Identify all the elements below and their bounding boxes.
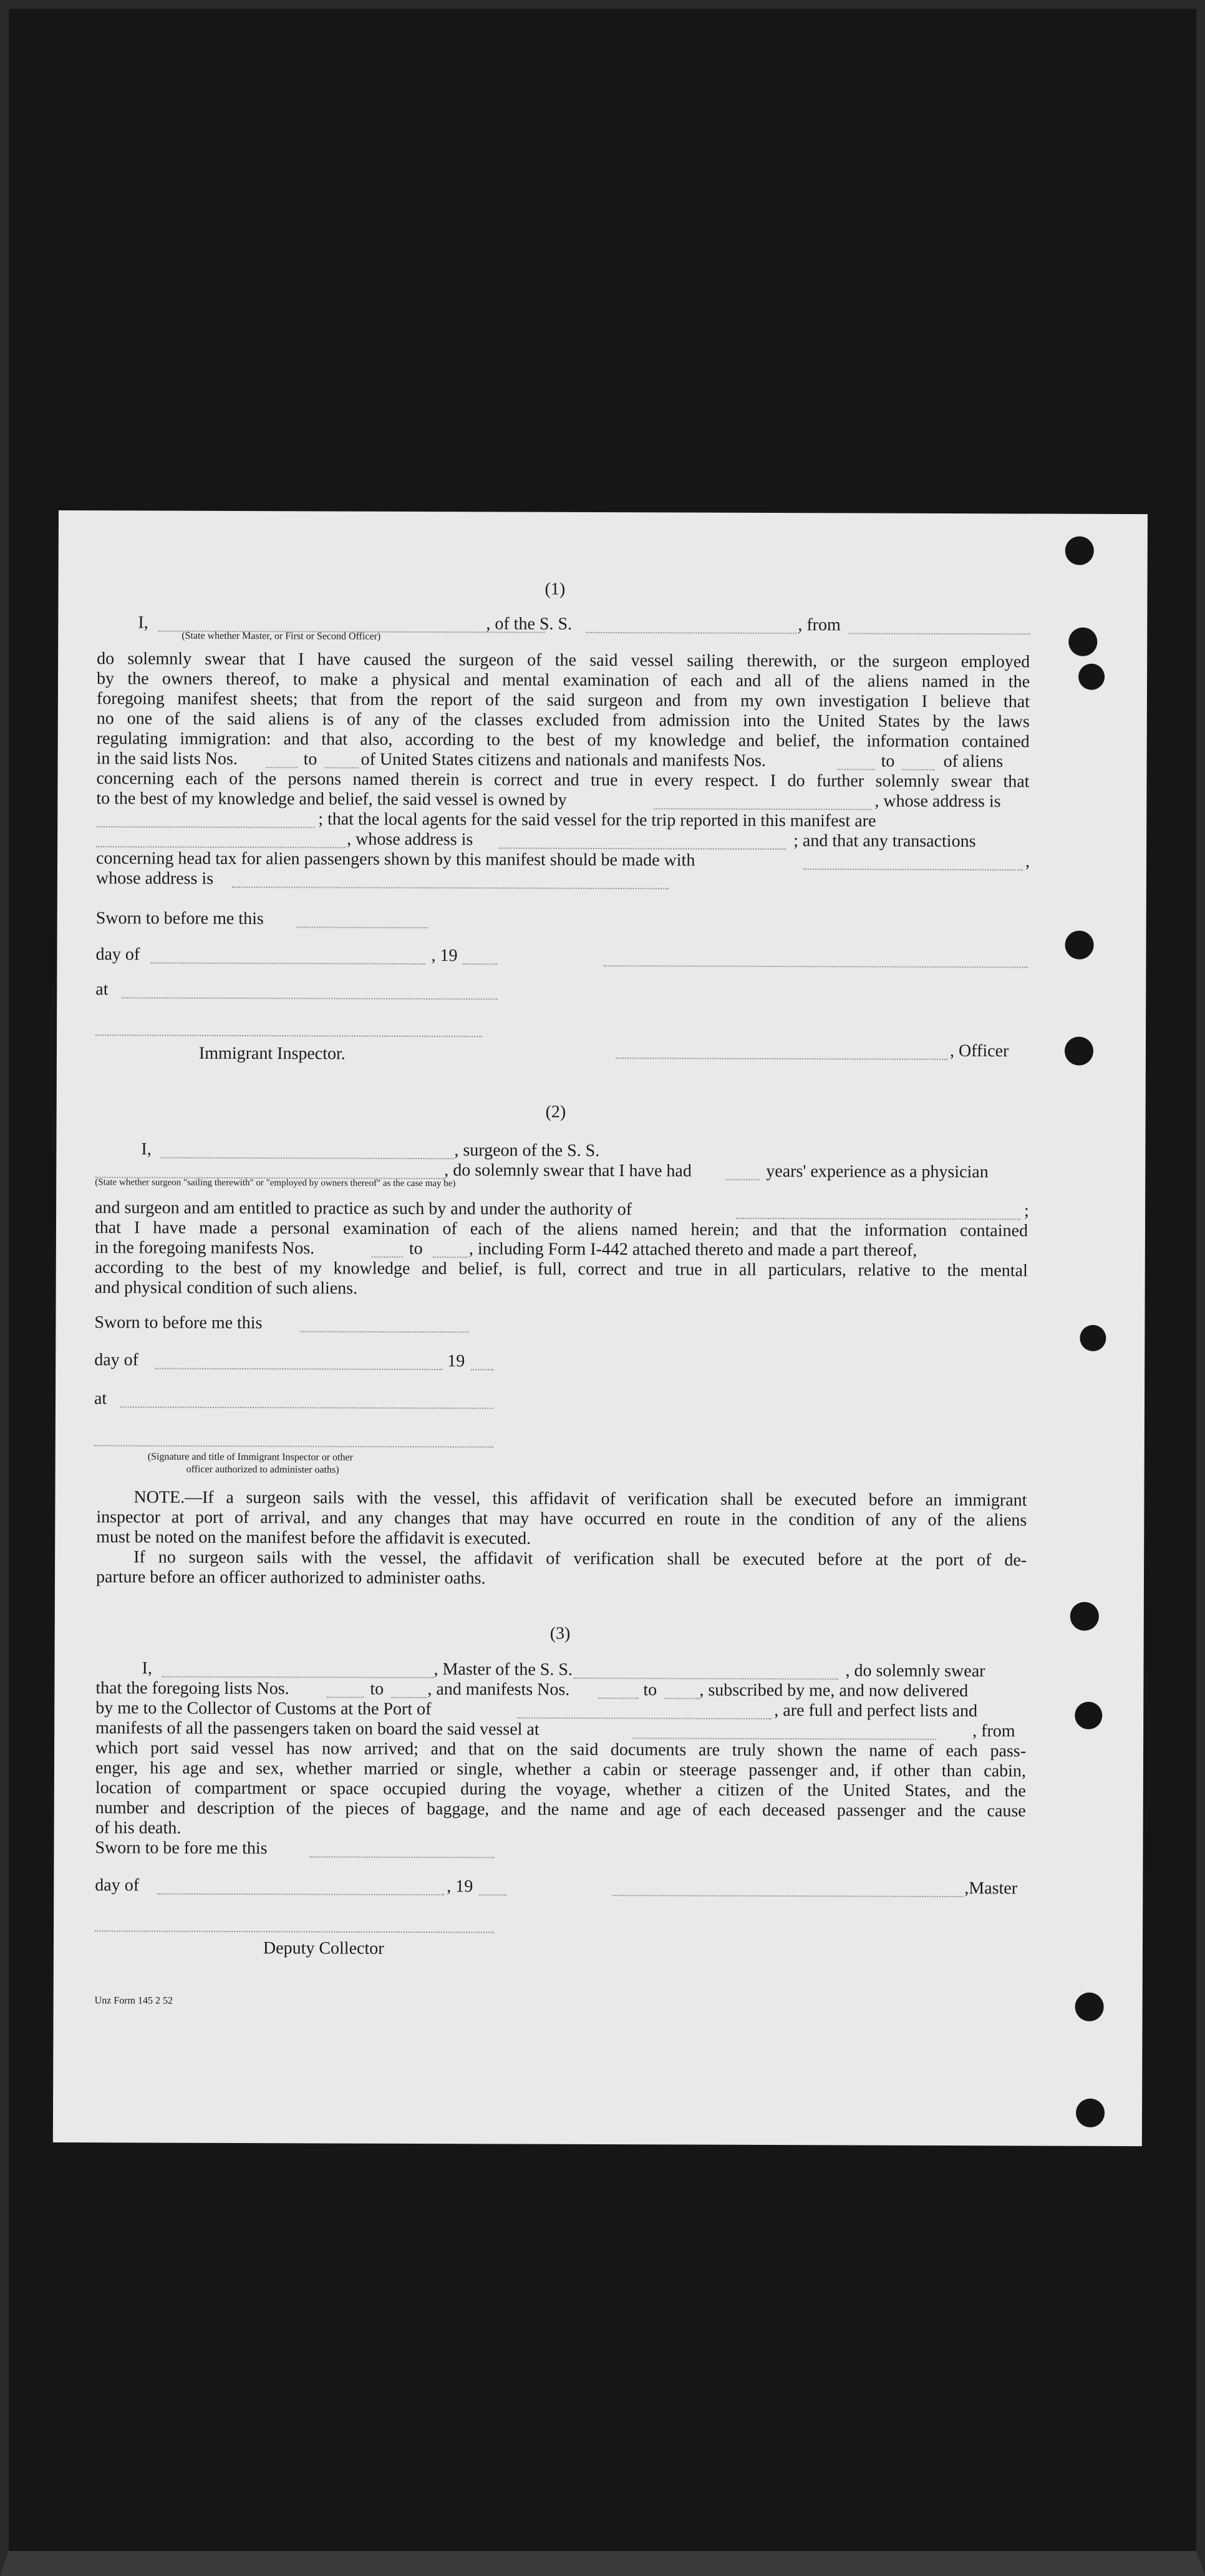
officer-rank-note: (State whether Master, or First or Second Officer) <box>181 630 381 642</box>
whose-address-label: whose address is <box>95 868 214 888</box>
manifests-nos-label: , and manifests Nos. <box>427 1679 570 1699</box>
sworn-day-field[interactable] <box>309 1856 494 1858</box>
section-3-i: I, <box>142 1658 152 1678</box>
master-of-ss-label: , Master of the S. S. <box>433 1660 573 1679</box>
section-3-line: enger, his age and sex, whether married or single, whether a cabin or steerage passenger and, if other than cabin, <box>95 1758 1027 1781</box>
embarkation-port-field[interactable] <box>633 1738 936 1740</box>
at-label: at <box>94 1389 107 1409</box>
form-id: Unz Form 145 2 52 <box>94 1995 173 2006</box>
punch-hole <box>1076 2099 1105 2127</box>
sworn-month-field[interactable] <box>155 1368 442 1371</box>
immigrant-inspector-label: Immigrant Inspector. <box>198 1043 346 1064</box>
section-2-line: according to the best of my knowledge and belief, is full, correct and true in all particulars, relative to the mental <box>94 1258 1028 1281</box>
section-1-line: concerning each of the persons named therein is correct and true in every respect. I do further solemnly swear that <box>96 769 1030 792</box>
surgeon-name-field[interactable] <box>161 1157 454 1160</box>
section-1-i: I, <box>138 613 148 633</box>
owned-by-label: to the best of my knowledge and belief, the said vessel is owned by <box>96 789 567 810</box>
solemnly-swear-label: , do solemnly swear <box>845 1661 985 1681</box>
to-label: to <box>881 751 895 771</box>
foregoing-lists-label: that the foregoing lists Nos. <box>95 1678 289 1699</box>
authority-label: and surgeon and am entitled to practice as such by and under the authority of <box>95 1198 632 1220</box>
at-label: at <box>95 979 109 999</box>
sworn-year-field[interactable] <box>462 963 497 965</box>
section-3-line: number and description of the pieces of baggage, and the name and age of each deceased passenger and the cause <box>95 1798 1026 1821</box>
year-label: , 19 <box>447 1877 473 1897</box>
section-1-line: no one of the said aliens is of any of the classes excluded from admission into the United States by the laws <box>96 709 1030 732</box>
manifests-nos-from-field[interactable] <box>838 769 875 770</box>
from-label: , from <box>972 1721 1015 1741</box>
form-i442-label: , including Form I-442 attached thereto and made a part thereof, <box>468 1239 917 1260</box>
to-label: to <box>370 1679 384 1699</box>
to-label: to <box>303 749 317 769</box>
sworn-day-field[interactable] <box>297 926 428 928</box>
transactions-label: ; and that any transactions <box>793 831 976 852</box>
inspector-signature-line[interactable] <box>94 1445 493 1447</box>
year-label: , 19 <box>431 946 458 966</box>
semicolon: ; <box>1024 1201 1029 1221</box>
to-label: to <box>643 1680 657 1700</box>
manifests-to-field[interactable] <box>433 1256 468 1258</box>
note-line: must be noted on the manifest before the affidavit is executed. <box>96 1527 531 1548</box>
head-tax-label: concerning head tax for alien passengers shown by this manifest should be made with <box>95 848 695 870</box>
authority-field[interactable] <box>736 1218 1020 1220</box>
section-1-line: regulating immigration: and that also, according to the best of my knowledge and belief, the information contained <box>96 729 1030 752</box>
from-label: , from <box>798 615 841 635</box>
section-2-line: that I have made a personal examination of each of the aliens named herein; and that the information contained <box>94 1218 1028 1241</box>
officer-signature-line[interactable] <box>603 965 1027 968</box>
to-label: to <box>409 1238 423 1259</box>
punch-hole <box>1070 1602 1099 1631</box>
punch-hole <box>1075 1702 1102 1729</box>
sworn-place-field[interactable] <box>122 997 497 999</box>
day-of-label: day of <box>94 1350 139 1370</box>
agents-address-field[interactable] <box>499 847 786 850</box>
lists-nos-to-field[interactable] <box>325 767 359 768</box>
manifests-nos-to-field[interactable] <box>903 769 935 770</box>
section-1-line: by the owners thereof, to make a physical and mental examination of each and all of the aliens named in the <box>97 669 1030 692</box>
section-3-line: which port said vessel has now arrived; and that on the said documents are truly shown the name of each pass- <box>95 1738 1027 1761</box>
section-2-number: (2) <box>545 1102 566 1122</box>
note-line: inspector at port of arrival, and any changes that may have occurred en route in the condition of any of the aliens <box>96 1507 1027 1530</box>
surgeon-swear-label: , do solemnly swear that I have had <box>444 1160 692 1181</box>
foregoing-manifests-label: in the foregoing manifests Nos. <box>94 1238 315 1258</box>
section-1-line: foregoing manifest sheets; that from the report of the said surgeon and from my own investigation I believe that <box>96 689 1030 712</box>
signature-note-line-1: (Signature and title of Immigrant Inspector or other <box>147 1451 353 1463</box>
whose-address-label: , whose address is <box>874 791 1001 812</box>
manifests-from-field[interactable] <box>598 1698 638 1699</box>
owner-address-field[interactable] <box>96 826 314 828</box>
punch-hole <box>1080 1325 1106 1351</box>
taken-on-board-label: manifests of all the passengers taken on board the said vessel at <box>95 1718 540 1739</box>
sworn-month-field[interactable] <box>157 1893 444 1896</box>
port-field[interactable] <box>517 1718 772 1719</box>
lists-from-field[interactable] <box>326 1697 364 1698</box>
punch-hole <box>1065 931 1093 960</box>
note-line: NOTE.—If a surgeon sails with the vessel, this affidavit of verification shall be executed before an immigrant <box>133 1487 1027 1510</box>
section-3-line: of his death. <box>95 1818 181 1838</box>
surgeon-of-ss-label: , surgeon of the S. S. <box>454 1140 600 1161</box>
vessel-name-field[interactable] <box>586 632 799 634</box>
day-of-label: day of <box>95 945 140 965</box>
full-perfect-label: , are full and perfect lists and <box>774 1701 978 1721</box>
owner-name-field[interactable] <box>654 808 872 810</box>
note-line: If no surgeon sails with the vessel, the affidavit of verification shall be executed before at the port of de- <box>133 1547 1027 1570</box>
section-3-line: location of compartment or space occupied during the voyage, whether a citizen of the United States, and the <box>95 1778 1026 1801</box>
section-1-line: do solemnly swear that I have caused the surgeon of the said vessel sailing therewith, or the surgeon employed <box>97 649 1030 672</box>
inspector-signature-line[interactable] <box>95 1034 482 1037</box>
lists-nos-label: in the said lists Nos. <box>96 749 238 769</box>
agents-address-label: , whose address is <box>347 829 473 850</box>
master-signature-line[interactable] <box>612 1895 963 1897</box>
sworn-month-field[interactable] <box>150 963 425 965</box>
collector-port-label: by me to the Collector of Customs at the Port of <box>95 1698 432 1719</box>
section-2-line: and physical condition of such aliens. <box>94 1278 358 1298</box>
section-1-number: (1) <box>544 579 566 599</box>
day-of-label: day of <box>95 1875 140 1895</box>
sworn-before-label: Sworn to before me this <box>95 908 264 929</box>
years-experience-field[interactable] <box>726 1179 760 1180</box>
of-aliens-label: of aliens <box>943 751 1004 772</box>
signature-note-line-2: officer authorized to administer oaths) <box>186 1464 339 1475</box>
manifests-to-field[interactable] <box>664 1698 699 1699</box>
sworn-before-label: Sworn to be fore me this <box>95 1838 268 1859</box>
manifest-affidavit-sheet <box>53 510 1148 2146</box>
deputy-collector-label: Deputy Collector <box>263 1938 384 1958</box>
head-tax-party-field[interactable] <box>803 868 1023 870</box>
sworn-place-field[interactable] <box>120 1406 493 1409</box>
head-tax-address-field[interactable] <box>232 887 669 889</box>
lists-to-field[interactable] <box>391 1697 426 1698</box>
sworn-before-label: Sworn to before me this <box>94 1313 263 1333</box>
deputy-collector-signature-line[interactable] <box>95 1930 494 1933</box>
punch-hole <box>1078 664 1105 690</box>
punch-hole <box>1065 537 1094 565</box>
year-label: 19 <box>447 1351 465 1371</box>
sworn-year-field[interactable] <box>471 1369 493 1370</box>
subscribed-label: , subscribed by me, and now delivered <box>699 1680 969 1701</box>
lists-nos-from-field[interactable] <box>266 767 298 768</box>
punch-hole <box>1068 628 1097 656</box>
officer-label: , Officer <box>949 1041 1009 1061</box>
note-line: parture before an officer authorized to administer oaths. <box>95 1567 486 1588</box>
punch-hole <box>1065 1037 1093 1066</box>
citizens-manifests-label: of United States citizens and nationals and manifests Nos. <box>361 749 766 770</box>
master-label: ,Master <box>964 1879 1018 1898</box>
surgeon-type-note: (State whether surgeon "sailing therewith" or "employed by owners thereof" as the case may be) <box>95 1177 456 1189</box>
local-agents-field[interactable] <box>96 846 346 848</box>
of-ss-label: , of the S. S. <box>486 614 573 634</box>
years-experience-label: years' experience as a physician <box>766 1161 989 1182</box>
sworn-year-field[interactable] <box>479 1894 506 1895</box>
local-agents-label: ; that the local agents for the said vessel for the trip reported in this manifest are <box>318 809 876 831</box>
manifests-from-field[interactable] <box>372 1256 403 1258</box>
punch-hole <box>1075 1993 1104 2021</box>
section-3-number: (3) <box>549 1623 571 1643</box>
master-name-field[interactable] <box>162 1676 433 1679</box>
sworn-day-field[interactable] <box>300 1331 468 1333</box>
vessel-name-field[interactable] <box>573 1678 838 1679</box>
officer-title-line[interactable] <box>616 1057 947 1060</box>
comma: , <box>1025 852 1030 872</box>
section-2-i: I, <box>141 1139 152 1159</box>
from-port-field[interactable] <box>849 633 1030 634</box>
